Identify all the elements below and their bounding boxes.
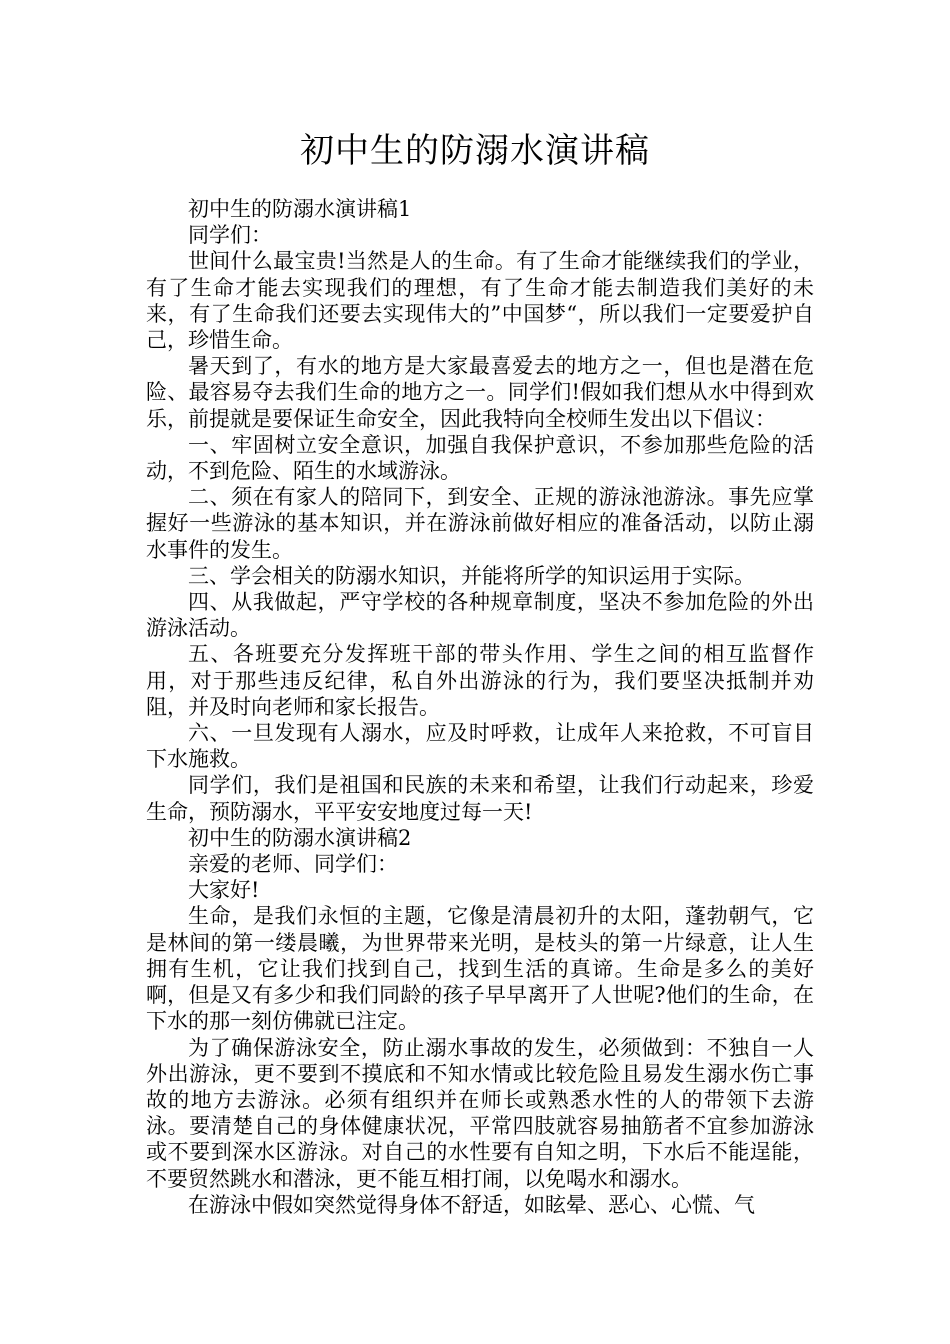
paragraph: 同学们，我们是祖国和民族的未来和希望，让我们行动起来，珍爱生命，预防溺水，平平安安地度过每一天! <box>146 773 814 824</box>
proposal-item-6: 六、一旦发现有人溺水，应及时呼救，让成年人来抢救，不可盲目下水施救。 <box>146 721 814 772</box>
paragraph: 世间什么最宝贵!当然是人的生命。有了生命才能继续我们的学业，有了生命才能去实现我们的理想，有了生命才能去制造我们美好的未来，有了生命我们还要去实现伟大的”中国梦“，所以我们一定要爱护自己，珍惜生命。 <box>146 249 814 353</box>
document-title: 初中生的防溺水演讲稿 <box>300 131 650 171</box>
document-body <box>146 196 814 1218</box>
speech-1-heading: 初中生的防溺水演讲稿1 <box>188 197 412 221</box>
salutation: 同学们： <box>188 223 272 248</box>
speech-2-heading: 初中生的防溺水演讲稿2 <box>188 825 412 850</box>
paragraph: 在游泳中假如突然觉得身体不舒适，如眩晕、恶心、心慌、气 <box>188 1192 755 1217</box>
paragraph: 暑天到了，有水的地方是大家最喜爱去的地方之一，但也是潜在危险、最容易夺去我们生命的地方之一。同学们!假如我们想从水中得到欢乐，前提就是要保证生命安全，因此我特向全校师生发出以下倡议： <box>146 354 814 431</box>
proposal-item-1: 一、牢固树立安全意识，加强自我保护意识，不参加那些危险的活动，不到危险、陌生的水域游泳。 <box>146 432 814 484</box>
paragraph: 为了确保游泳安全，防止溺水事故的发生，必须做到：不独自一人外出游泳，更不要到不摸底和不知水情或比较危险且易发生溺水伤亡事故的地方去游泳。必须有组织并在师长或熟悉水性的人的带领下去游泳。要清楚自己的身体健康状况，平常四肢就容易抽筋者不宜参加游泳或不要到深水区游泳。对自己的水性要有自知之明，下水后不能逞能，不要贸然跳水和潜泳，更不能互相打闹，以免喝水和溺水。 <box>146 1035 814 1191</box>
proposal-item-3: 三、学会相关的防溺水知识，并能将所学的知识运用于实际。 <box>188 563 755 588</box>
salutation: 亲爱的老师、同学们： <box>188 852 398 877</box>
paragraph: 生命，是我们永恒的主题，它像是清晨初升的太阳，蓬勃朝气，它是林间的第一缕晨曦，为世界带来光明，是枝头的第一片绿意，让人生拥有生机，它让我们找到自己，找到生活的真谛。生命是多么的美好啊，但是又有多少和我们同龄的孩子早早离开了人世呢?他们的生命，在下水的那一刻仿佛就已注定。 <box>146 904 814 1034</box>
greeting: 大家好! <box>188 878 260 903</box>
proposal-item-4: 四、从我做起，严守学校的各种规章制度，坚决不参加危险的外出游泳活动。 <box>146 590 814 641</box>
proposal-item-2: 二、须在有家人的陪同下，到安全、正规的游泳池游泳。事先应掌握好一些游泳的基本知识，并在游泳前做好相应的准备活动，以防止溺水事件的发生。 <box>146 485 814 562</box>
proposal-item-5: 五、各班要充分发挥班干部的带头作用、学生之间的相互监督作用，对于那些违反纪律，私自外出游泳的行为，我们要坚决抵制并劝阻，并及时向老师和家长报告。 <box>146 642 814 719</box>
